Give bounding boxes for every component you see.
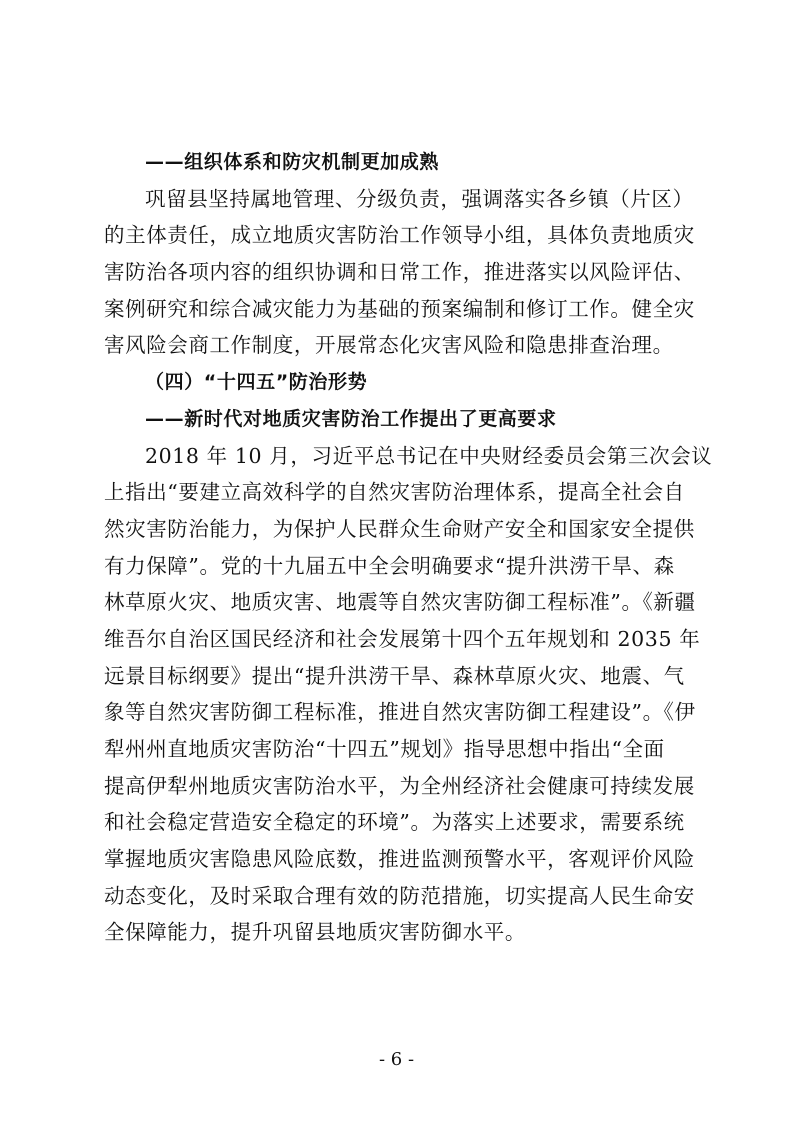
paragraph-line: 然灾害防治能力，为保护人民群众生命财产安全和国家安全提供: [104, 517, 695, 541]
paragraph-line: 远景目标纲要》提出“提升洪涝干旱、森林草原火灾、地震、气: [104, 664, 685, 688]
paragraph-line: 和社会稳定营造安全稳定的环境”。为落实上述要求，需要系统: [104, 810, 685, 834]
section-heading-organization: ——组织体系和防灾机制更加成熟: [145, 151, 440, 173]
paragraph-line: 上指出“要建立高效科学的自然灾害防治理体系，提高全社会自: [104, 480, 685, 504]
paragraph-line: 提高伊犁州地质灾害防治水平，为全州经济社会健康可持续发展: [104, 774, 695, 798]
page-number: - 6 -: [378, 1049, 415, 1070]
paragraph-line: 害风险会商工作制度，开展常态化灾害风险和隐患排查治理。: [104, 333, 674, 357]
section-heading-new-era: ——新时代对地质灾害防治工作提出了更高要求: [145, 408, 557, 430]
paragraph-line: 2018 年 10 月，习近平总书记在中央财经委员会第三次会议: [145, 444, 713, 468]
paragraph-line: 象等自然灾害防御工程标准，推进自然灾害防御工程建设”。《伊: [104, 700, 696, 724]
paragraph-line: 的主体责任，成立地质灾害防治工作领导小组，具体负责地质灾: [104, 223, 695, 247]
paragraph-line: 案例研究和综合减灾能力为基础的预案编制和修订工作。健全灾: [104, 297, 695, 321]
paragraph-line: 害防治各项内容的组织协调和日常工作，推进落实以风险评估、: [104, 260, 695, 284]
paragraph-line: 巩留县坚持属地管理、分级负责，强调落实各乡镇（片区）: [145, 187, 694, 211]
paragraph-line: 掌握地质灾害隐患风险底数，推进监测预警水平，客观评价风险: [104, 847, 695, 871]
paragraph-line: 有力保障”。党的十九届五中全会明确要求“提升洪涝干旱、森: [104, 554, 675, 578]
paragraph-line: 维吾尔自治区国民经济和社会发展第十四个五年规划和 2035 年: [104, 627, 701, 651]
paragraph-line: 全保障能力，提升巩留县地质灾害防御水平。: [104, 920, 526, 944]
section-subtitle-fourteenth-five-year: （四）“十四五”防治形势: [145, 371, 368, 393]
paragraph-line: 犁州州直地质灾害防治“十四五”规划》指导思想中指出“全面: [104, 737, 665, 761]
paragraph-line: 动态变化，及时采取合理有效的防范措施，切实提高人民生命安: [104, 884, 695, 908]
paragraph-line: 林草原火灾、地质灾害、地震等自然灾害防御工程标准”。《新疆: [104, 590, 696, 614]
